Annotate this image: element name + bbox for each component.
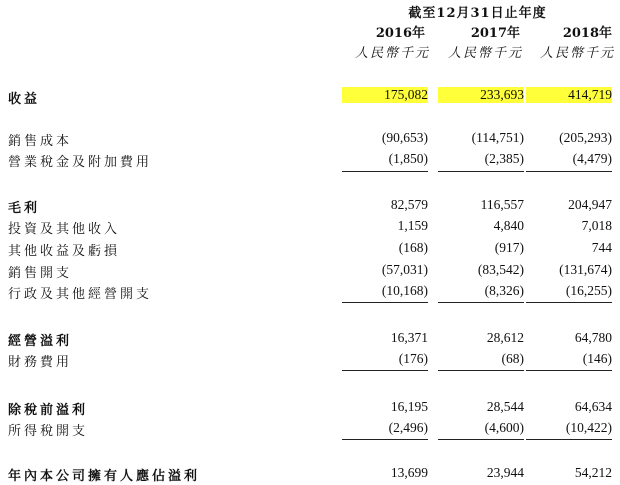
row-label-profit-before-tax: 除稅前溢利 xyxy=(8,403,89,418)
profit-attributable-2018: 54,212 xyxy=(574,465,612,480)
row-label-profit-attributable: 年內本公司擁有人應佔溢利 xyxy=(8,469,201,484)
row-label-selling-expenses: 銷售開支 xyxy=(8,266,73,281)
unit-2017: 人民幣千元 xyxy=(447,46,523,61)
year-2016: 2016年 xyxy=(375,26,425,41)
admin-expenses-2018: (16,255) xyxy=(565,283,612,298)
revenue-2018: 414,719 xyxy=(526,87,612,103)
subtotal-rule xyxy=(526,370,612,371)
investment-income-2017: 4,840 xyxy=(493,218,524,233)
other-gains-2016: (168) xyxy=(398,240,428,255)
investment-income-2016: 1,159 xyxy=(397,218,428,233)
row-label-finance-costs: 財務費用 xyxy=(8,355,73,370)
operating-profit-2017: 28,612 xyxy=(486,330,524,345)
selling-expenses-2017: (83,542) xyxy=(477,262,524,277)
subtotal-rule xyxy=(438,302,524,303)
investment-income-2018: 7,018 xyxy=(581,218,612,233)
row-label-operating-profit: 經營溢利 xyxy=(8,334,73,349)
income-tax-2018: (10,422) xyxy=(565,420,612,435)
admin-expenses-2016: (10,168) xyxy=(381,283,428,298)
subtotal-rule xyxy=(342,171,428,172)
subtotal-rule xyxy=(526,171,612,172)
operating-profit-2016: 16,371 xyxy=(390,330,428,345)
cost-of-sales-2018: (205,293) xyxy=(559,130,612,145)
unit-2018: 人民幣千元 xyxy=(539,46,615,61)
subtotal-rule xyxy=(342,439,428,440)
subtotal-rule xyxy=(526,439,612,440)
income-tax-2017: (4,600) xyxy=(484,420,524,435)
finance-costs-2016: (176) xyxy=(398,351,428,366)
gross-profit-2017: 116,557 xyxy=(480,197,524,212)
row-label-revenue: 收益 xyxy=(8,92,41,107)
subtotal-rule xyxy=(438,370,524,371)
operating-profit-2018: 64,780 xyxy=(574,330,612,345)
subtotal-rule xyxy=(342,370,428,371)
gross-profit-2016: 82,579 xyxy=(390,197,428,212)
row-label-investment-income: 投資及其他收入 xyxy=(8,222,121,237)
business-tax-2018: (4,479) xyxy=(572,151,612,166)
selling-expenses-2018: (131,674) xyxy=(559,262,612,277)
gross-profit-2018: 204,947 xyxy=(568,197,612,212)
profit-attributable-2017: 23,944 xyxy=(486,465,524,480)
subtotal-rule xyxy=(526,302,612,303)
revenue-2017: 233,693 xyxy=(438,87,524,103)
row-label-cost-of-sales: 銷售成本 xyxy=(8,134,73,149)
profit-attributable-2016: 13,699 xyxy=(390,465,428,480)
finance-costs-2018: (146) xyxy=(582,351,612,366)
admin-expenses-2017: (8,326) xyxy=(484,283,524,298)
subtotal-rule xyxy=(438,171,524,172)
business-tax-2017: (2,385) xyxy=(484,151,524,166)
period-heading: 截至12月31日止年度 xyxy=(408,6,547,21)
cost-of-sales-2017: (114,751) xyxy=(471,130,524,145)
year-2018: 2018年 xyxy=(562,26,612,41)
year-2017: 2017年 xyxy=(470,26,520,41)
subtotal-rule xyxy=(438,439,524,440)
row-label-business-tax: 營業稅金及附加費用 xyxy=(8,155,153,170)
unit-2016: 人民幣千元 xyxy=(354,46,430,61)
row-label-other-gains: 其他收益及虧損 xyxy=(8,244,121,259)
other-gains-2018: 744 xyxy=(591,240,612,255)
row-label-admin-expenses: 行政及其他經營開支 xyxy=(8,287,153,302)
profit-before-tax-2017: 28,544 xyxy=(486,399,524,414)
revenue-2016: 175,082 xyxy=(342,87,428,103)
profit-before-tax-2016: 16,195 xyxy=(390,399,428,414)
profit-before-tax-2018: 64,634 xyxy=(574,399,612,414)
selling-expenses-2016: (57,031) xyxy=(381,262,428,277)
row-label-gross-profit: 毛利 xyxy=(8,201,41,216)
other-gains-2017: (917) xyxy=(494,240,524,255)
business-tax-2016: (1,850) xyxy=(388,151,428,166)
income-tax-2016: (2,496) xyxy=(388,420,428,435)
row-label-income-tax: 所得稅開支 xyxy=(8,424,89,439)
finance-costs-2017: (68) xyxy=(501,351,524,366)
subtotal-rule xyxy=(342,302,428,303)
cost-of-sales-2016: (90,653) xyxy=(381,130,428,145)
